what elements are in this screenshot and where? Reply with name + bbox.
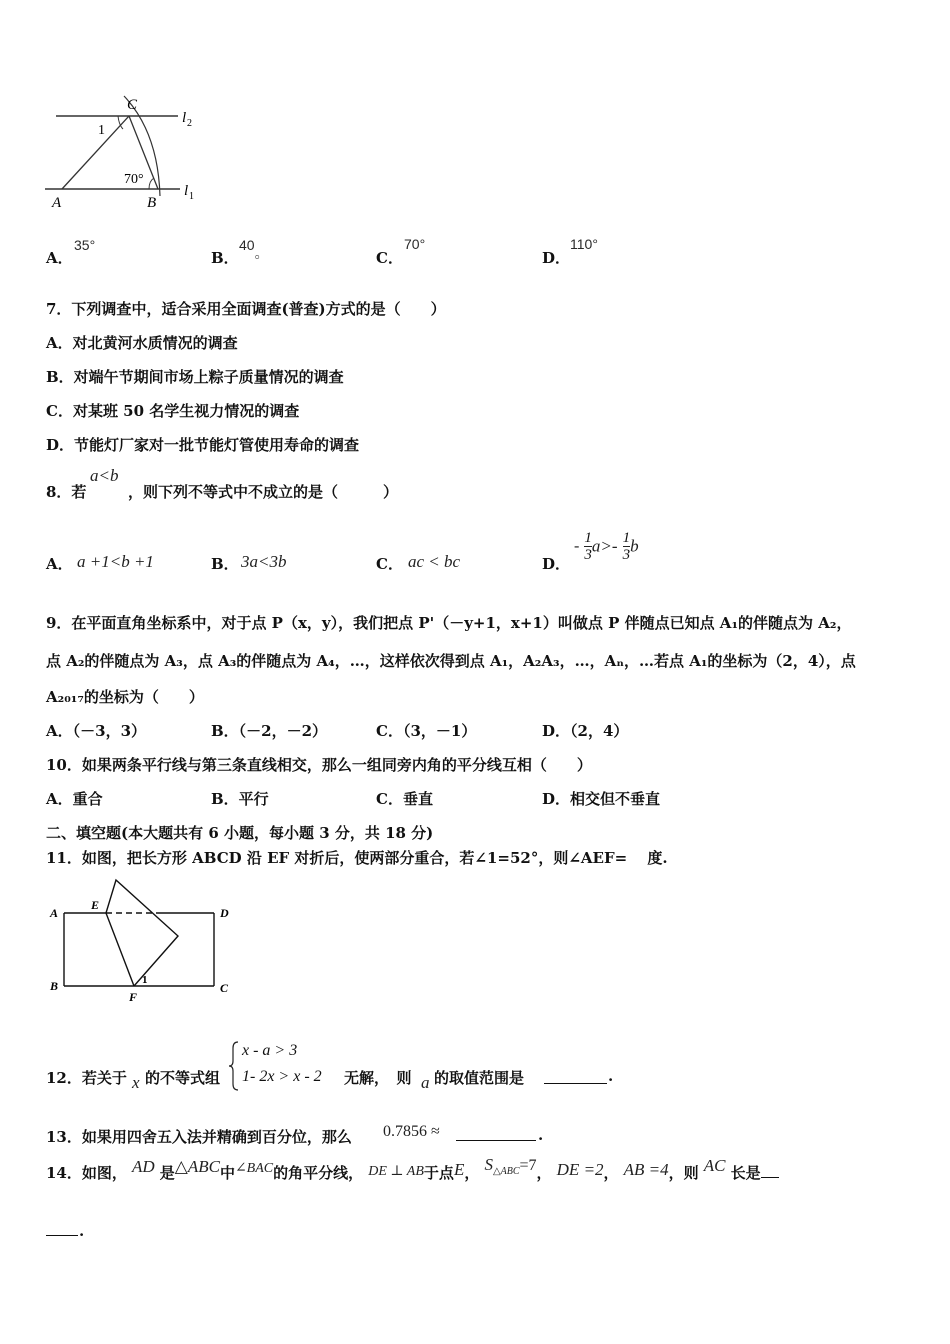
- q6-option-d[interactable]: D．: [542, 249, 571, 267]
- figure-parallel-lines: [40, 92, 210, 217]
- label-D: D: [220, 906, 229, 920]
- q12-end: .: [608, 1067, 614, 1085]
- q6-option-d-value: 110°: [570, 236, 598, 252]
- q6-option-a[interactable]: A．: [46, 249, 73, 267]
- q8-option-a-expr: a +1<b +1: [77, 552, 154, 571]
- label-E: E: [91, 898, 100, 912]
- q12-after: 无解， 则: [344, 1069, 412, 1087]
- q8-condition: a<b: [90, 466, 119, 485]
- label-angle-70: 70°: [124, 172, 144, 187]
- figure-folded-rectangle: [44, 876, 244, 1006]
- label-l1-sub: 1: [189, 191, 194, 202]
- label-B: B: [147, 195, 157, 211]
- q8-option-c[interactable]: C．: [376, 555, 403, 573]
- q9-line-3: A₂₀₁₇的坐标为（ ）: [46, 688, 204, 706]
- q8-prefix: 8．若: [46, 483, 87, 501]
- q7-option-b[interactable]: B．对端午节期间市场上粽子质量情况的调查: [46, 368, 344, 386]
- q9-option-c[interactable]: C．（3，－1）: [376, 722, 477, 740]
- q7-stem: 7．下列调查中，适合采用全面调查(普查)方式的是（ ）: [46, 300, 446, 318]
- q7-option-c[interactable]: C．对某班 50 名学生视力情况的调查: [46, 402, 300, 420]
- q8-option-d[interactable]: D．: [542, 555, 571, 573]
- q14-end: .: [79, 1222, 85, 1240]
- q6-option-b[interactable]: B．: [211, 249, 239, 267]
- q13-prefix: 13．如果用四舍五入法并精确到百分位，那么: [46, 1128, 352, 1146]
- q8-option-b-expr: 3a<3b: [241, 552, 287, 571]
- label-F: F: [129, 990, 138, 1004]
- label-C: C: [127, 97, 138, 113]
- q10-option-a[interactable]: A．重合: [46, 790, 103, 808]
- q8-option-a[interactable]: A．: [46, 555, 73, 573]
- q6-option-c-value: 70°: [404, 236, 426, 252]
- label-B: B: [50, 979, 59, 993]
- q13-answer-blank[interactable]: [456, 1124, 536, 1141]
- label-A: A: [52, 195, 62, 211]
- q12-system: [242, 1038, 322, 1090]
- q9-line-2: 点 A₂的伴随点为 A₃，点 A₃的伴随点为 A₄，…，这样依次得到点 A₁，A₂A₃，…，Aₙ，…若点 A₁的坐标为（2，4），点: [46, 652, 856, 670]
- q12-var-x: x: [132, 1073, 140, 1092]
- q10-option-b[interactable]: B．平行: [211, 790, 269, 808]
- q8-option-d-expr: - $\frac{1}{3}$ $a>- \frac{1}{3}$ b: [574, 530, 639, 563]
- label-A: A: [50, 906, 59, 920]
- q7-option-a[interactable]: A．对北黄河水质情况的调查: [46, 334, 238, 352]
- fraction-one-third: $\frac{1}{3}$: [584, 530, 592, 563]
- q6-option-c[interactable]: C．: [376, 249, 403, 267]
- q9-line-1: 9．在平面直角坐标系中，对于点 P（x，y），我们把点 P'（－y+1，x+1）叫做点 P 伴随点已知点 A₁的伴随点为 A₂，: [46, 614, 852, 632]
- q12-prefix: 12．若关于: [46, 1069, 127, 1087]
- q9-option-a[interactable]: A．（－3，3）: [46, 722, 147, 740]
- label-angle-1: 1: [142, 974, 148, 986]
- q13-expr: 0.7856 ≈: [383, 1123, 440, 1140]
- q14-answer-blank-part1[interactable]: [761, 1163, 779, 1178]
- q10-option-c[interactable]: C．垂直: [376, 790, 433, 808]
- fraction-one-third-2: $\frac{1}{3}$: [622, 530, 631, 563]
- q12-mid: 的不等式组: [145, 1069, 221, 1087]
- q8-suffix: ，则下列不等式中不成立的是（ ）: [128, 483, 399, 501]
- q12-var-a: a: [421, 1073, 430, 1092]
- q14-line: 14．如图， AD 是△ABC中∠BAC的角平分线， DE ⊥ AB于点E， $S^{\triangle ABC}=7$， DE =2， AB =4，则 AC 长是: [46, 1162, 779, 1183]
- label-C: C: [220, 981, 229, 995]
- q7-option-d[interactable]: D．节能灯厂家对一批节能灯管使用寿命的调查: [46, 436, 360, 454]
- q6-option-b-value: 40。: [239, 237, 269, 262]
- q12-answer-blank[interactable]: [544, 1066, 607, 1084]
- q12-tail: 的取值范围是: [434, 1069, 525, 1087]
- section-2-title: 二、填空题(本大题共有 6 小题，每小题 3 分，共 18 分): [46, 824, 434, 842]
- label-l2-sub: 2: [187, 118, 192, 129]
- q10-option-d[interactable]: D．相交但不垂直: [542, 790, 661, 808]
- label-l2: l: [182, 110, 187, 126]
- label-angle-1: 1: [98, 123, 105, 138]
- q11-stem: 11．如图，把长方形 ABCD 沿 EF 对折后，使两部分重合，若∠1=52°，则∠AEF= 度.: [46, 849, 668, 867]
- q8-option-b[interactable]: B．: [211, 555, 239, 573]
- q9-option-b[interactable]: B．（－2，－2）: [211, 722, 328, 740]
- q13-end: .: [538, 1126, 544, 1144]
- q14-answer-blank-part2[interactable]: [46, 1220, 78, 1236]
- brace-icon: [228, 1040, 240, 1092]
- q9-option-d[interactable]: D．（2，4）: [542, 722, 629, 740]
- q10-stem: 10．如果两条平行线与第三条直线相交，那么一组同旁内角的平分线互相（ ）: [46, 756, 592, 774]
- q6-option-a-value: 35°: [74, 237, 96, 253]
- q12-system-row-1: x - a > 3: [242, 1042, 298, 1059]
- q8-option-c-expr: ac < bc: [408, 552, 461, 571]
- q12-system-row-2: 1- 2x > x - 2: [242, 1068, 322, 1085]
- label-l1: l: [184, 183, 189, 199]
